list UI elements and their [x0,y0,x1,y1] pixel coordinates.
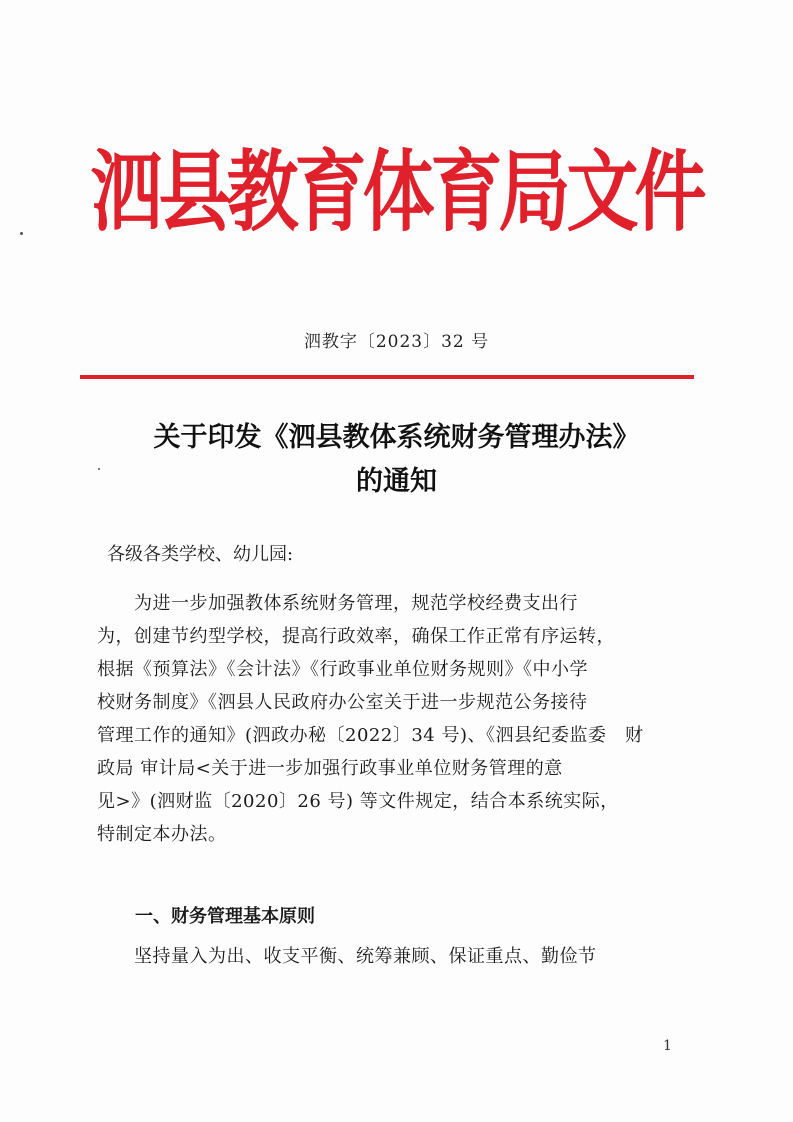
notice-title [0,416,793,504]
body-line: 为，创建节约型学校，提高行政效率，确保工作正常有序运转， [97,626,615,647]
notice-title-line-1: 关于印发《泗县教体系统财务管理办法》 [153,422,640,453]
scan-speck [20,232,23,235]
body-line: 特制定本办法。 [97,824,227,845]
body-line: 坚持量入为出、收支平衡、统筹兼顾、保证重点、勤俭节 [97,946,597,967]
body-line: 见>》(泗财监〔2020〕26 号) 等文件规定，结合本系统实际， [97,791,619,812]
document-number: 泗教字〔2023〕32 号 [303,332,490,352]
body-paragraph [97,587,677,851]
body-line: 为进一步加强教体系统财务管理，规范学校经费支出行 [97,593,578,614]
page-number: 1 [663,1038,672,1054]
red-divider-rule [80,375,694,379]
salutation: 各级各类学校、幼儿园: [107,544,294,565]
section-heading: 一、财务管理基本原则 [135,906,315,927]
scan-speck [98,468,100,470]
body-paragraph-continued [97,940,677,973]
body-line: 根据《预算法》《会计法》《行政事业单位财务规则》《中小学 [97,659,588,680]
notice-title-line-2: 的通知 [356,466,437,497]
body-line: 校财务制度》《泗县人民政府办公室关于进一步规范公务接待 [97,692,588,713]
body-line: 政局 审计局<关于进一步加强行政事业单位财务管理的意 [97,758,563,779]
body-line: 管理工作的通知》(泗政办秘〔2022〕34 号)、《泗县纪委监委 财 [97,725,644,746]
masthead-title: 泗县教育体育局文件 [90,140,703,244]
